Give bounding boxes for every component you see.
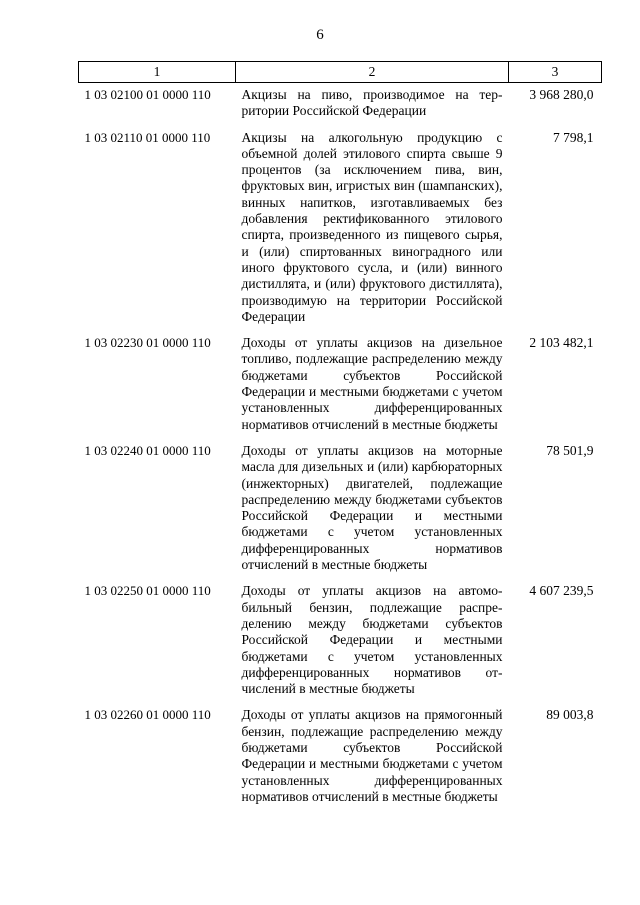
description-cell: Доходы от уплаты акцизов на автомобильный бензин, подлежащие распределению между бюджетами субъектов Российской Федерации и местными бюджетами с учетом установленных дифференцированных нормативов отчислений в местные бюджеты (241, 583, 503, 697)
budget-code-cell: 1 03 02100 01 0000 110 (84, 87, 211, 102)
amount-cell: 78 501,9 (546, 442, 594, 458)
column-header-amount: 3 (509, 62, 602, 83)
table-row (79, 335, 602, 443)
description-cell: Акцизы на пиво, производимое на территории Российской Федерации (241, 87, 503, 119)
budget-code-cell: 1 03 02230 01 0000 110 (84, 335, 211, 351)
table-row (79, 583, 602, 707)
description-cell: Доходы от уплаты акцизов на прямогонный бензин, подлежащие распределению между бюджетами субъектов Российской Федерации и местными бюджетами с учетом установленных дифференцированных нормативов отчислений в местные бюджеты (241, 707, 503, 804)
revenue-table (78, 61, 602, 815)
table-row (79, 87, 602, 130)
budget-code-cell: 1 03 02110 01 0000 110 (84, 129, 211, 145)
table-row (79, 443, 602, 583)
description-cell: Доходы от уплаты акцизов на дизельное топливо, подлежащие распределению между бюджетами субъектов Российской Федерации и местными бюджетами с учетом установленных дифференцированных нормативов отчислений в местные бюджеты (241, 335, 503, 432)
amount-cell: 89 003,8 (546, 707, 594, 723)
amount-cell: 2 103 482,1 (529, 335, 594, 351)
amount-cell: 7 798,1 (553, 129, 594, 145)
budget-code-cell: 1 03 02260 01 0000 110 (84, 707, 211, 723)
column-header-description: 2 (236, 62, 509, 83)
table-row (79, 707, 602, 815)
description-cell: Акцизы на алкогольную продукцию с объемной долей этилового спирта свыше 9 процентов (за исключением пива, вин, фруктовых вин, игристых вин (шампанских), винных напитков, изготавливаемых без добавления ректификованного этилового спирта, произведенного из пищевого сырья, и (или) спиртованных виноградного или иного фруктового сусла, и (или) винного дистиллята, и (или) фруктового дистиллята), производимую на территории Российской Федерации (241, 129, 503, 324)
table-row (79, 130, 602, 336)
amount-cell: 3 968 280,0 (529, 87, 594, 102)
amount-cell: 4 607 239,5 (529, 583, 594, 599)
budget-code-cell: 1 03 02240 01 0000 110 (84, 442, 211, 458)
budget-code-cell: 1 03 02250 01 0000 110 (84, 583, 211, 599)
description-cell: Доходы от уплаты акцизов на моторные масла для дизельных и (или) карбюраторных (инжекторных) двигателей, подлежащие распределению между бюджетами субъектов Российской Федерации и местными бюджетами с учетом установленных дифференцированных нормативов отчислений в местные бюджеты (241, 442, 503, 573)
page-number: 6 (316, 27, 324, 43)
column-header-code: 1 (79, 62, 236, 83)
column-number-row (79, 62, 602, 83)
